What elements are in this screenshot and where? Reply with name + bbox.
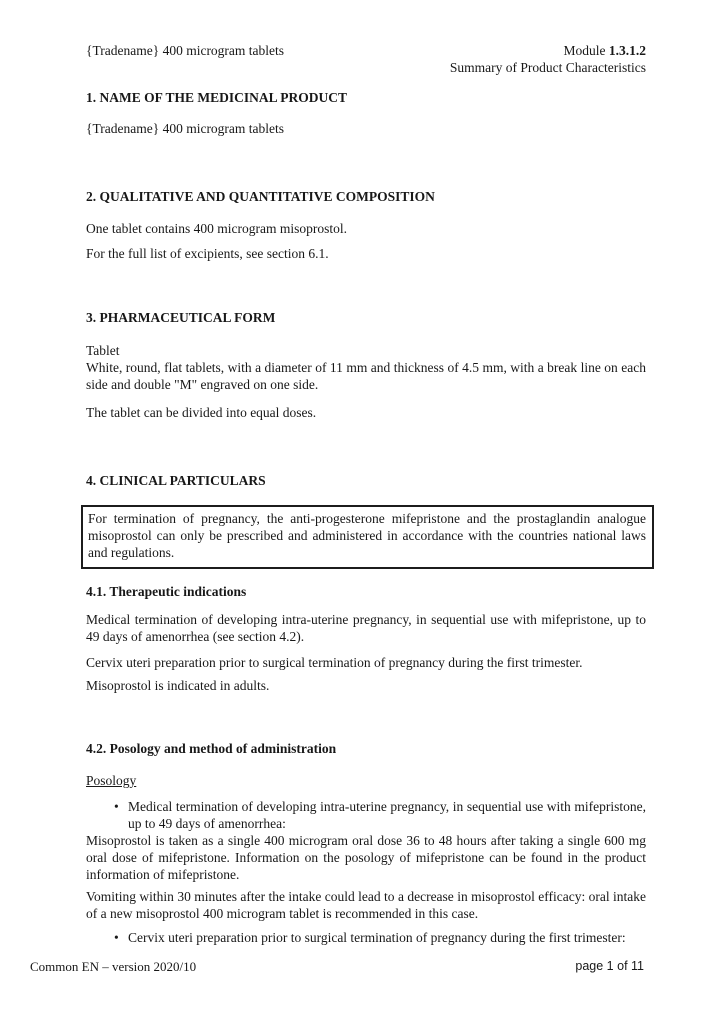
bullet-marker-icon: • (114, 930, 119, 945)
document-header (86, 42, 646, 76)
section-4-1-paragraph-3: Misoprostol is indicated in adults. (86, 678, 270, 693)
section-3-heading: 3. PHARMACEUTICAL FORM (86, 310, 276, 325)
section-4-1-heading: 4.1. Therapeutic indications (86, 584, 247, 599)
section-2-paragraph-2: For the full list of excipients, see section 6.1. (86, 246, 329, 261)
section-1-heading: 1. NAME OF THE MEDICINAL PRODUCT (86, 90, 348, 105)
bullet-marker-icon: • (114, 799, 119, 814)
section-1-body: {Tradename} 400 microgram tablets (86, 121, 285, 136)
page-footer (30, 958, 644, 975)
section-4-2-heading: 4.2. Posology and method of administration (86, 741, 337, 756)
header-product-name: {Tradename} 400 microgram tablets (86, 43, 285, 58)
bullet-text: Cervix uteri preparation prior to surgical termination of pregnancy during the first trimester: (128, 930, 626, 945)
section-3-paragraph-1: Tablet (86, 343, 120, 358)
posology-subheading: Posology (86, 773, 137, 788)
section-3-paragraph-3: The tablet can be divided into equal doses. (86, 405, 317, 420)
footer-version: Common EN – version 2020/10 (30, 959, 197, 974)
section-4-2-paragraph-1: Misoprostol is taken as a single 400 microgram oral dose 36 to 48 hours after taking a single 600 mg oral dose of mifepristone. Information on the posology of mifepristone can be found in the product information of mifepristone. (86, 833, 646, 882)
header-module-info (450, 42, 646, 76)
section-4-1-paragraph-2: Cervix uteri preparation prior to surgical termination of pregnancy during the first trimester. (86, 655, 583, 670)
section-2-paragraph-1: One tablet contains 400 microgram misoprostol. (86, 221, 347, 236)
section-4-1-paragraph-1: Medical termination of developing intra-uterine pregnancy, in sequential use with mifepristone, up to 49 days of amenorrhea (see section 4.2). (86, 612, 646, 644)
section-2-heading: 2. QUALITATIVE AND QUANTITATIVE COMPOSITION (86, 189, 435, 204)
boxed-legal-note: For termination of pregnancy, the anti-progesterone mifepristone and the prostaglandin analogue misoprostol can only be prescribed and administered in accordance with the countries national laws and regulations. (81, 505, 654, 569)
section-4-2-paragraph-2: Vomiting within 30 minutes after the intake could lead to a decrease in misoprostol efficacy: oral intake of a new misoprostol 400 microgram tablet is recommended in this case. (86, 889, 646, 921)
section-3-paragraph-2: White, round, flat tablets, with a diameter of 11 mm and thickness of 4.5 mm, with a break line on each side and double "M" engraved on one side. (86, 360, 646, 392)
bullet-item-medical-termination (114, 798, 646, 832)
page-number: page 1 of 11 (575, 959, 644, 973)
header-doc-type: Summary of Product Characteristics (449, 60, 646, 75)
bullet-text: Medical termination of developing intra-uterine pregnancy, in sequential use with mifepristone, up to 49 days of amenorrhea: (128, 799, 646, 831)
header-module-line (450, 42, 646, 59)
module-label: Module (563, 43, 609, 58)
section-4-heading: 4. CLINICAL PARTICULARS (86, 473, 266, 488)
bullet-item-cervix-preparation (114, 929, 646, 946)
module-number: 1.3.1.2 (608, 43, 646, 58)
